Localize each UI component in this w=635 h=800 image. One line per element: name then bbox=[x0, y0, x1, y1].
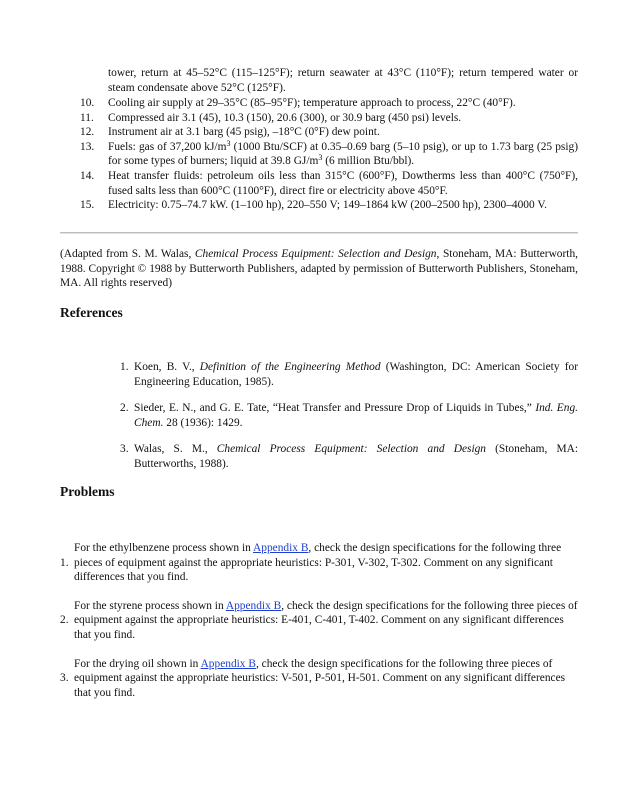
heuristic-text: Fuels: gas of 37,200 $kJ/m^3$ (1000 Btu/SCF) at 0.35–0.69 barg (5–10 psig), or up to 1.73 barg (25 psig) for some types of burners; liquid at 39.8 $GJ/m^3$ (6 million Btu/bbl). bbox=[108, 138, 578, 168]
heuristic-text: Instrument air at 3.1 barg (45 psig), –18°C (0°F) dew point. bbox=[108, 126, 380, 139]
problem-number: 1. bbox=[60, 556, 69, 569]
problem-item bbox=[60, 657, 578, 701]
problem-item bbox=[60, 599, 578, 643]
appendix-b-link[interactable]: Appendix B bbox=[225, 599, 282, 612]
reference-number: 1. bbox=[120, 361, 129, 373]
references-list bbox=[120, 360, 578, 484]
heuristic-continuation: tower, return at 45–52°C (115–125°F); return seawater at 43°C (110°F); return tempered water or steam condensate above 52°C (125°F). bbox=[108, 67, 578, 94]
reference-item bbox=[120, 360, 578, 389]
problems-list bbox=[60, 541, 578, 714]
heuristic-number: 13. bbox=[80, 140, 95, 153]
heuristic-item bbox=[80, 125, 578, 140]
problem-item bbox=[60, 541, 578, 585]
problem-number: 2. bbox=[60, 614, 69, 627]
heuristic-item bbox=[80, 169, 578, 198]
heuristic-number: 12. bbox=[80, 126, 95, 139]
reference-item bbox=[120, 401, 578, 430]
heuristic-text: Cooling air supply at 29–35°C (85–95°F); temperature approach to process, 22°C (40°F). bbox=[108, 97, 516, 109]
problem-text: For the drying oil shown in Appendix B, check the design specifications for the following three pieces of equipment against the appropriate heuristics: V-501, P-501, H-501. Comment on any significant differences that you find. bbox=[74, 657, 566, 699]
heuristic-item bbox=[80, 111, 578, 126]
problem-text: For the styrene process shown in Appendix B, check the design specifications for the following three pieces of equipment against the appropriate heuristics: E-401, C-401, T-402. Comment on any significant differences that you find. bbox=[74, 599, 578, 641]
reference-text: Sieder, E. N., and G. E. Tate, “Heat Transfer and Pressure Drop of Liquids in Tubes,” Ind. Eng. Chem. 28 (1936): 1429. bbox=[134, 402, 579, 429]
reference-number: 2. bbox=[120, 402, 129, 415]
heuristic-text: Compressed air 3.1 (45), 10.3 (150), 20.6 (300), or 30.9 barg (450 psi) levels. bbox=[108, 111, 462, 124]
heuristics-list bbox=[80, 96, 578, 213]
source-note: (Adapted from S. M. Walas, Chemical Process Equipment: Selection and Design, Stoneham, MA: Butterworth, 1988. Copyright © 1988 by Butterworth Publishers, adapted by permission of Butterworth Publishers, Stoneham, MA. All rights reserved) bbox=[60, 248, 579, 290]
appendix-b-link[interactable]: Appendix B bbox=[200, 657, 256, 670]
reference-text: Koen, B. V., Definition of the Engineering Method (Washington, DC: American Society for Engineering Education, 1985). bbox=[134, 361, 578, 388]
reference-number: 3. bbox=[120, 443, 129, 456]
heuristic-number: 10. bbox=[80, 97, 95, 109]
problem-number: 3. bbox=[60, 672, 69, 685]
reference-item bbox=[120, 442, 578, 471]
problem-text: For the ethylbenzene process shown in Appendix B, check the design specifications for the following three pieces of equipment against the appropriate heuristics: P-301, V-302, T-302. Comment on any significant differences that you find. bbox=[74, 542, 562, 584]
heuristic-number: 14. bbox=[80, 169, 95, 182]
heuristic-number: 11. bbox=[80, 111, 94, 124]
heuristic-item bbox=[80, 96, 578, 111]
table-bottom-rule bbox=[60, 232, 578, 234]
heuristic-text: Electricity: 0.75–74.7 kW. (1–100 hp), 220–550 V; 149–1864 kW (200–2500 hp), 2300–4000 V. bbox=[108, 199, 547, 212]
source-book-title: Chemical Process Equipment: Selection and Design bbox=[194, 248, 437, 260]
heuristic-item bbox=[80, 140, 578, 169]
references-heading: References bbox=[60, 305, 123, 320]
problems-heading: Problems bbox=[60, 484, 115, 499]
heuristic-item bbox=[80, 198, 578, 213]
heuristic-number: 15. bbox=[80, 199, 95, 212]
reference-text: Walas, S. M., Chemical Process Equipment: Selection and Design (Stoneham, MA: Butterworths, 1988). bbox=[134, 443, 578, 470]
appendix-b-link[interactable]: Appendix B bbox=[253, 542, 309, 554]
heuristic-text: Heat transfer fluids: petroleum oils less than 315°C (600°F), Dowtherms less than 400°C (750°F), fused salts less than 600°C (1100°F), direct fire or electricity above 450°F. bbox=[108, 169, 578, 197]
